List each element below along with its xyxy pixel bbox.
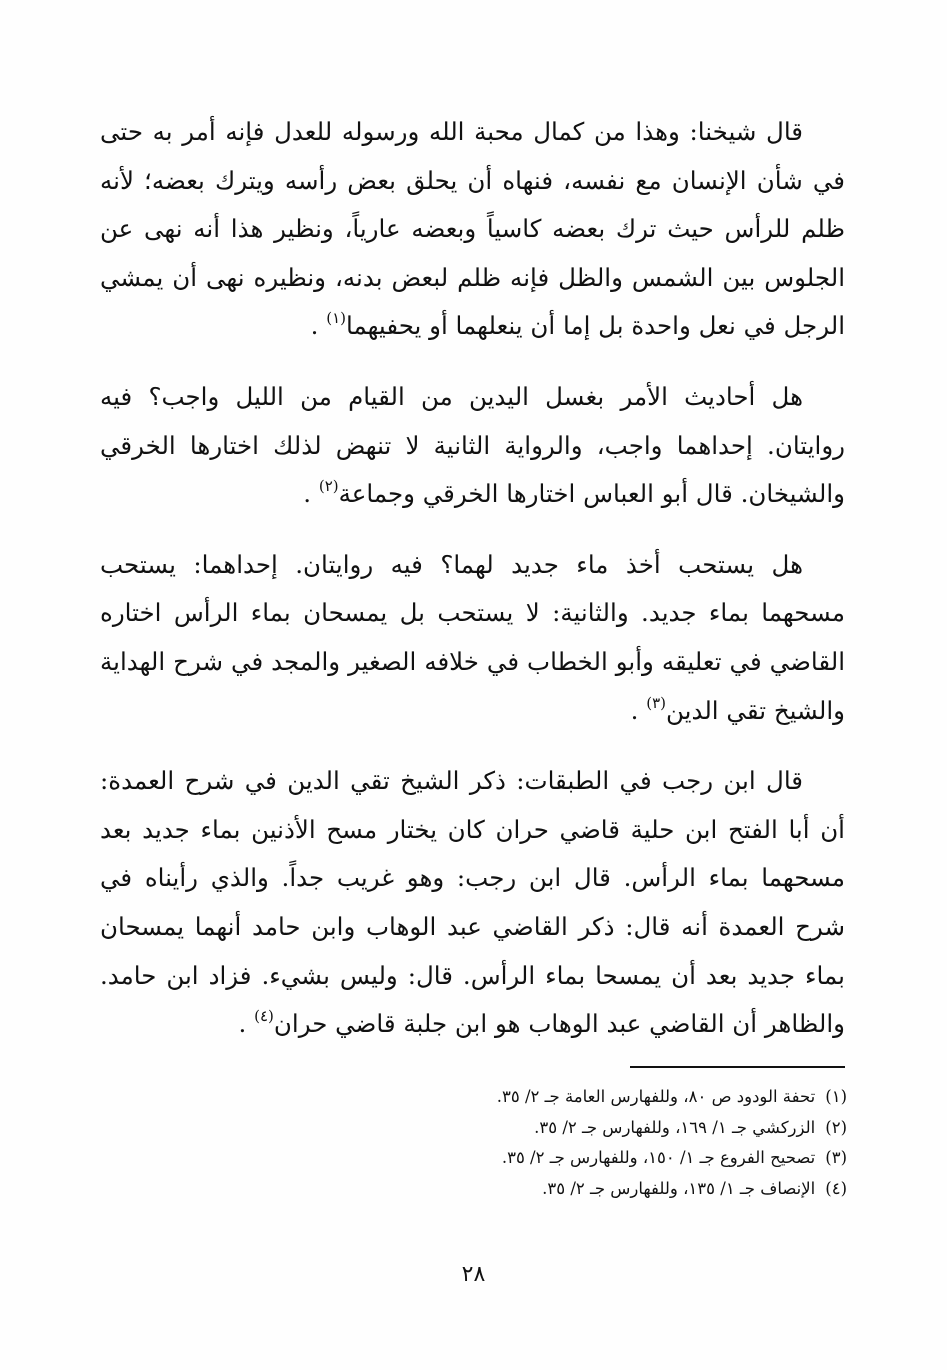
footnote-ref: (٤) [254,1007,274,1026]
paragraph-text: قال ابن رجب في الطبقات: ذكر الشيخ تقي الدين في شرح العمدة: أن أبا الفتح ابن حلية قاضي حران كان يختار مسح الأذنين بماء جديد بعد مسحهما بماء الرأس. قال ابن رجب: وهو غريب جداً. والذي رأيناه في شرح العمدة أنه قال: ذكر القاضي عبد الوهاب وابن حامد أنهما يمسحان بماء جديد بعد أن يمسحا بماء الرأس. قال: وليس بشيء. فزاد ابن حامد. والظاهر أن القاضي عبد الوهاب هو ابن جلبة قاضي حران [100,766,845,1039]
footnote-ref: (١) [326,309,346,328]
page-number: ٢٨ [461,1262,486,1287]
footnote-text: تصحيح الفروع جـ ١/ ١٥٠، وللفهارس جـ ٢/ ٣٥. [501,1148,816,1167]
paragraph-4: قال ابن رجب في الطبقات: ذكر الشيخ تقي الدين في شرح العمدة: أن أبا الفتح ابن حلية قاضي حران كان يختار مسح الأذنين بماء جديد بعد مسحهما بماء الرأس. قال ابن رجب: وهو غريب جداً. والذي رأيناه في شرح العمدة أنه قال: ذكر القاضي عبد الوهاب وابن حامد أنهما يمسحان بماء جديد بعد أن يمسحا بماء الرأس. قال: وليس بشيء. فزاد ابن حامد. والظاهر أن القاضي عبد الوهاب هو ابن جلبة قاضي حران$^{(٤)}$ . [100,766,845,1039]
footnotes [287,1082,847,1204]
paragraph-text: قال شيخنا: وهذا من كمال محبة الله ورسوله للعدل فإنه أمر به حتى في شأن الإنسان مع نفسه، فنهاه أن يحلق بعض رأسه ويترك بعضه؛ لأنه ظلم للرأس حيث ترك بعضه كاسياً وبعضه عارياً، ونظير هذا أنه نهى عن الجلوس بين الشمس والظل فإنه ظلم لبعض بدنه، ونظيره نهى أن يمشي الرجل في نعل واحدة بل إما أن ينعلهما أو يحفيهما [100,117,845,341]
footnote-4 [287,1174,847,1205]
footnote-3 [287,1143,847,1174]
footnote-number: (٢) [825,1117,847,1137]
footnote-1 [287,1082,847,1113]
footnote-ref: (٣) [646,693,667,712]
footnote-number: (٤) [825,1178,847,1198]
footnote-2 [287,1113,847,1144]
footnote-ref: (٢) [318,477,339,496]
footnote-number: (٣) [825,1148,847,1167]
footnote-text: الزركشي جـ ١/ ١٦٩، وللفهارس جـ ٢/ ٣٥. [534,1117,816,1137]
paragraph-3: هل يستحب أخذ ماء جديد لهما؟ فيه روايتان. إحداهما: يستحب مسحهما بماء جديد. والثانية: لا يستحب بل يمسحان بماء الرأس اختاره القاضي في تعليقه وأبو الخطاب في خلافه الصغير والمجد في شرح الهداية والشيخ تقي الدين$^{(٣)}$ . [100,549,845,725]
footnote-separator [630,1066,845,1068]
footnote-text: الإنصاف جـ ١/ ١٣٥، وللفهارس جـ ٢/ ٣٥. [542,1178,816,1198]
paragraph-text: هل أحاديث الأمر بغسل اليدين من القيام من الليل واجب؟ فيه روايتان. إحداهما واجب، والرواية الثانية لا تنهض لذلك اختارها الخرقي والشيخان. قال أبو العباس اختارها الخرقي وجماعة [100,381,845,509]
footnote-text: تحفة الودود ص ٨٠، وللفهارس العامة جـ ٢/ ٣٥. [496,1087,816,1106]
body-text [100,108,845,1071]
paragraph-2: هل أحاديث الأمر بغسل اليدين من القيام من الليل واجب؟ فيه روايتان. إحداهما واجب، والرواية الثانية لا تنهض لذلك اختارها الخرقي والشيخان. قال أبو العباس اختارها الخرقي وجماعة$^{(٢)}$ . [100,381,845,509]
paragraph-text: هل يستحب أخذ ماء جديد لهما؟ فيه روايتان. إحداهما: يستحب مسحهما بماء جديد. والثانية: لا يستحب بل يمسحان بماء الرأس اختاره القاضي في تعليقه وأبو الخطاب في خلافه الصغير والمجد في شرح الهداية والشيخ تقي الدين [100,549,845,725]
footnote-number: (١) [825,1087,847,1106]
paragraph-1: قال شيخنا: وهذا من كمال محبة الله ورسوله للعدل فإنه أمر به حتى في شأن الإنسان مع نفسه، فنهاه أن يحلق بعض رأسه ويترك بعضه؛ لأنه ظلم للرأس حيث ترك بعضه كاسياً وبعضه عارياً، ونظير هذا أنه نهى عن الجلوس بين الشمس والظل فإنه ظلم لبعض بدنه، ونظيره نهى أن يمشي الرجل في نعل واحدة بل إما أن ينعلهما أو يحفيهما$^{(١)}$ . [100,117,845,341]
